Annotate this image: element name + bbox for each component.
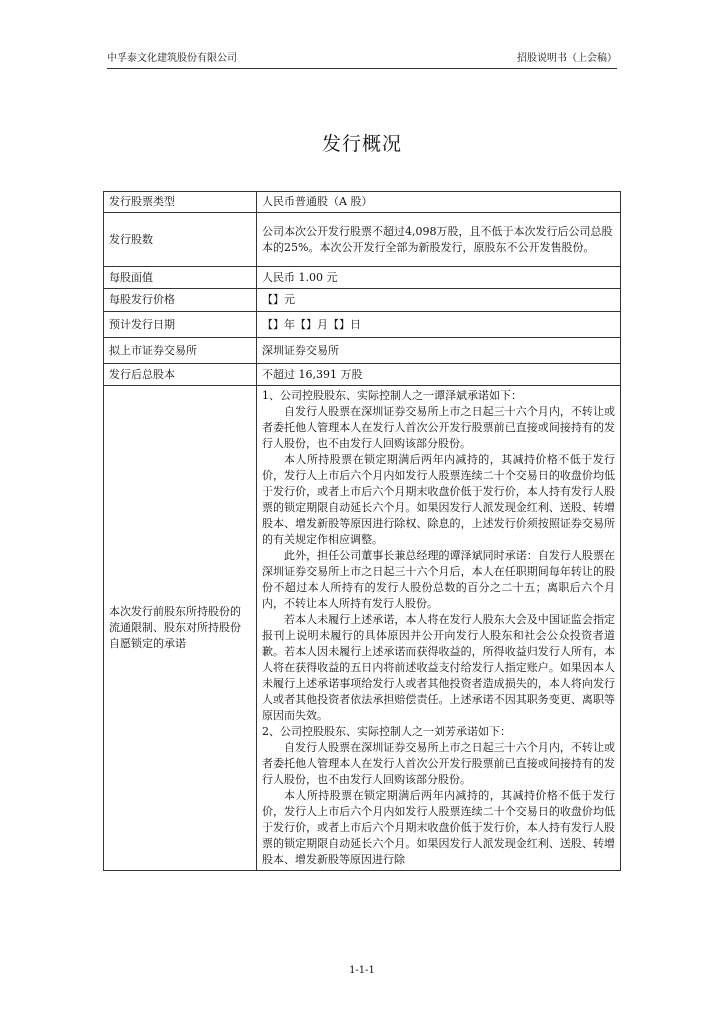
header-company: 中孚泰文化建筑股份有限公司 <box>107 53 237 64</box>
row-label: 发行股票类型 <box>104 192 257 213</box>
commitment-paragraph: 1、公司控股股东、实际控制人之一谭泽斌承诺如下： <box>262 389 522 402</box>
table-row <box>104 192 621 213</box>
row-value: 深圳证券交易所 <box>257 338 621 364</box>
table-row <box>104 289 621 312</box>
row-value: 不超过 16,391 万股 <box>257 364 621 386</box>
page-number: 1-1-1 <box>349 965 375 976</box>
table-row <box>104 312 621 338</box>
row-value: 人民币普通股（A 股） <box>257 192 621 213</box>
row-label: 发行股数 <box>104 213 257 267</box>
commitment-paragraph: 本人所持股票在锁定期满后两年内减持的，其减持价格不低于发行价，发行人上市后六个月内如发行人股票连续二十个交易日的收盘价均低于发行价，或者上市后六个月期末收盘价低于发行价，本人持有发行人股票的锁定期限自动延长六个月。如果因发行人派发现金红利、送股、转增股本、增发新股等原因进行除权、除息的，上述发行价须按照证券交易所的有关规定作相应调整。 <box>262 453 615 546</box>
commitment-paragraph: 若本人未履行上述承诺，本人将在发行人股东大会及中国证监会指定报刊上说明未履行的具体原因并公开向发行人股东和社会公众投资者道歉。若本人因未履行上述承诺而获得收益的，所得收益归发行人所有，本人将在获得收益的五日内将前述收益支付给发行人指定账户。如果因本人未履行上述承诺事项给发行人或者其他投资者造成损失的，本人将向发行人或者其他投资者依法承担赔偿责任。上述承诺不因其职务变更、离职等原因而失效。 <box>262 613 615 722</box>
row-label: 每股面值 <box>104 267 257 289</box>
row-value: 公司本次公开发行股票不超过4,098万股，且不低于本次发行后公司总股本的25%。本次公开发行全部为新股发行，原股东不公开发售股份。 <box>257 213 621 267</box>
commitment-text <box>257 386 621 871</box>
page-title: 发行概况 <box>321 133 402 155</box>
commitment-paragraph: 自发行人股票在深圳证券交易所上市之日起三十六个月内，不转让或者委托他人管理本人在发行人首次公开发行股票前已直接或间接持有的发行人股份，也不由发行人回购该部分股份。 <box>262 741 615 786</box>
row-label: 拟上市证券交易所 <box>104 338 257 364</box>
row-label: 发行后总股本 <box>104 364 257 386</box>
commitment-label: 本次发行前股东所持股份的流通限制、股东对所持股份自愿锁定的承诺 <box>104 386 257 871</box>
table-row <box>104 338 621 364</box>
table-row <box>104 267 621 289</box>
page-header <box>107 52 617 69</box>
commitment-paragraph: 此外，担任公司董事长兼总经理的谭泽斌同时承诺：自发行人股票在深圳证券交易所上市之日起三十六个月后，本人在任职期间每年转让的股份不超过本人所持有的发行人股份总数的百分之二十五；离职后六个月内，不转让本人所持有发行人股份。 <box>262 549 615 610</box>
header-doc-title: 招股说明书（上会稿） <box>517 53 617 64</box>
table-row <box>104 386 621 871</box>
row-value: 人民币 1.00 元 <box>257 267 621 289</box>
table-row <box>104 213 621 267</box>
row-label: 预计发行日期 <box>104 312 257 338</box>
commitment-paragraph: 2、公司控股股东、实际控制人之一刘芳承诺如下： <box>262 725 511 738</box>
row-value: 【】元 <box>257 289 621 312</box>
row-label: 每股发行价格 <box>104 289 257 312</box>
commitment-paragraph: 本人所持股票在锁定期满后两年内减持的，其减持价格不低于发行价，发行人上市后六个月内如发行人股票连续二十个交易日的收盘价均低于发行价，或者上市后六个月期末收盘价低于发行价，本人持有发行人股票的锁定期限自动延长六个月。如果因发行人派发现金红利、送股、转增股本、增发新股等原因进行除 <box>262 789 615 866</box>
row-value: 【】年【】月【】日 <box>257 312 621 338</box>
issuance-table <box>103 191 621 871</box>
commitment-paragraph: 自发行人股票在深圳证券交易所上市之日起三十六个月内，不转让或者委托他人管理本人在发行人首次公开发行股票前已直接或间接持有的发行人股份，也不由发行人回购该部分股份。 <box>262 405 615 450</box>
table-row <box>104 364 621 386</box>
